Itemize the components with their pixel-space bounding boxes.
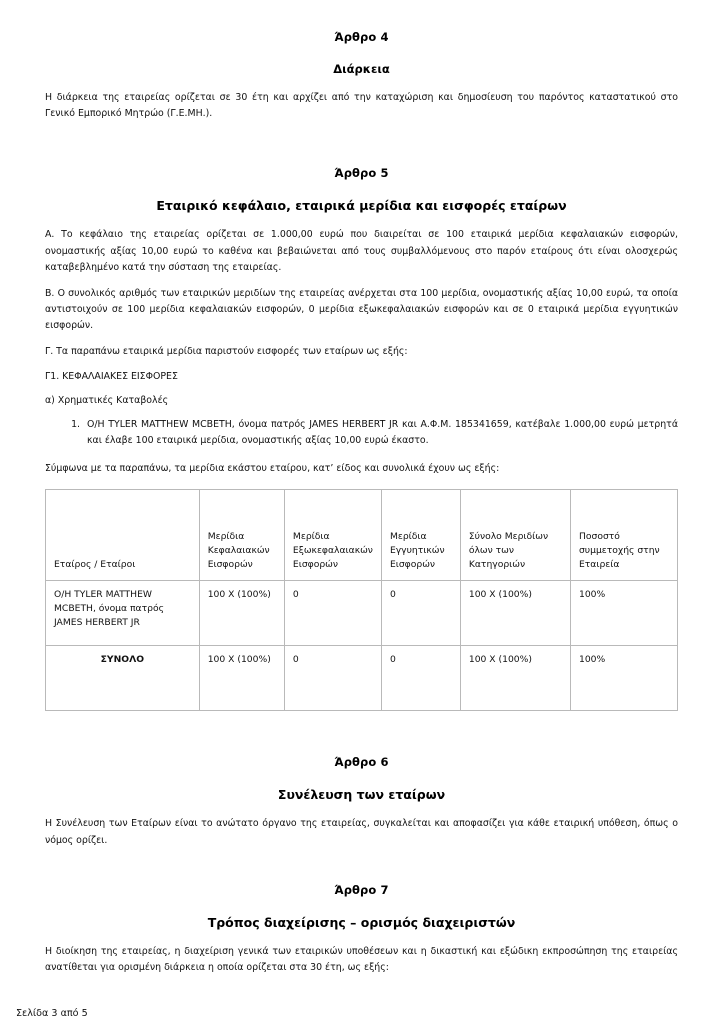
cell-percentage: 100% xyxy=(570,581,677,646)
table-header-total-shares: Σύνολο Μεριδίων όλων των Κατηγοριών xyxy=(460,490,570,581)
article-5-heading: Εταιρικό κεφάλαιο, εταιρικά μερίδια και εισφορές εταίρων xyxy=(156,198,567,214)
cell-total-guarantee: 0 xyxy=(381,646,460,711)
cell-guarantee: 0 xyxy=(381,581,460,646)
table-header-row xyxy=(46,490,678,581)
cell-partner: Ο/Η TYLER MATTHEW MCBETH, όνομα πατρός JAMES HERBERT JR xyxy=(46,581,200,646)
cell-capital: 100 Χ (100%) xyxy=(199,581,284,646)
article-4-heading: Διάρκεια xyxy=(333,62,390,76)
article-5-subheading-c1: Γ1. ΚΕΦΑΛΑΙΑΚΕΣ ΕΙΣΦΟΡΕΣ xyxy=(45,370,178,382)
article-5-paragraph-c: Γ. Τα παραπάνω εταιρικά μερίδια παριστούν εισφορές των εταίρων ως εξής: xyxy=(45,346,408,358)
table-header-capital: Μερίδια Κεφαλαιακών Εισφορών xyxy=(199,490,284,581)
article-7-number: Άρθρο 7 xyxy=(334,882,389,897)
table-row xyxy=(46,581,678,646)
article-6-heading: Συνέλευση των εταίρων xyxy=(277,787,446,803)
page-footer: Σελίδα 3 από 5 xyxy=(16,1008,88,1019)
shares-table-head xyxy=(46,490,678,581)
cell-total-shares-all: 100 Χ (100%) xyxy=(460,646,570,711)
cell-total-shares: 100 Χ (100%) xyxy=(460,581,570,646)
table-total-row xyxy=(46,646,678,711)
shares-table-intro: Σύμφωνα με τα παραπάνω, τα μερίδια εκάστου εταίρου, κατ’ είδος και συνολικά έχουν ως εξής: xyxy=(45,463,500,475)
shares-table-body xyxy=(46,581,678,711)
cell-total-capital: 100 Χ (100%) xyxy=(199,646,284,711)
article-6-number: Άρθρο 6 xyxy=(334,755,389,770)
article-5-paragraph-b: Β. Ο συνολικός αριθμός των εταιρικών μεριδίων της εταιρείας ανέρχεται στα 100 μερίδια, ονομαστικής αξίας 10,00 ευρώ, τα οποία αντιστοιχούν σε 100 μερίδια κεφαλαιακών εισφορών, 0 μερίδια εξωκεφαλαιακών εισφορών και σε 0 εταιρικά μερίδια εγγυητικών εισφορών. xyxy=(45,287,678,332)
table-header-guarantee: Μερίδια Εγγυητικών Εισφορών xyxy=(381,490,460,581)
article-7-heading: Τρόπος διαχείρισης – ορισμός διαχειριστών xyxy=(207,914,516,930)
list-item: 1. Ο/Η TYLER MATTHEW MCBETH, όνομα πατρός JAMES HERBERT JR και Α.Φ.Μ. 185341659, κατέβαλε 1.000,00 ευρώ μετρητά και έλαβε 100 εταιρικά μερίδια, ονομαστικής αξίας 10,00 ευρώ έκαστο. xyxy=(83,417,678,449)
shares-table xyxy=(45,489,678,711)
table-header-percentage: Ποσοστό συμμετοχής στην Εταιρεία xyxy=(570,490,677,581)
cell-total-extracapital: 0 xyxy=(284,646,381,711)
article-7-paragraph-1: Η διοίκηση της εταιρείας, η διαχείριση γενικά των εταιρικών υποθέσεων και η δικαστική και εξώδικη εκπροσώπηση της εταιρείας ανατίθεται για ορισμένη διάρκεια η οποία ορίζεται στα 30 έτη, ως εξής: xyxy=(45,945,678,973)
cell-extracapital: 0 xyxy=(284,581,381,646)
article-5-paragraph-a: Α. Το κεφάλαιο της εταιρείας ορίζεται σε 1.000,00 ευρώ που διαιρείται σε 100 εταιρικά μερίδια κεφαλαιακών εισφορών, ονομαστικής αξίας 10,00 ευρώ το καθένα και βεβαιώνεται από τους συμβαλλόμενους στο παρόν εταίρους ότι είναι ολοσχερώς καταβεβλημένο κατά την σύσταση της εταιρείας. xyxy=(45,229,678,273)
table-header-partner: Εταίρος / Εταίροι xyxy=(46,490,200,581)
article-5-number: Άρθρο 5 xyxy=(334,166,389,181)
capital-contribution-list xyxy=(45,417,678,449)
table-header-extracapital: Μερίδια Εξωκεφαλαιακών Εισφορών xyxy=(284,490,381,581)
article-4-number: Άρθρο 4 xyxy=(334,30,389,44)
article-5-subheading-a: α) Χρηματικές Καταβολές xyxy=(45,394,169,406)
article-4-paragraph-1: Η διάρκεια της εταιρείας ορίζεται σε 30 έτη και αρχίζει από την καταχώριση και δημοσίευση του παρόντος καταστατικού στο Γενικό Εμπορικό Μητρώο (Γ.Ε.ΜΗ.). xyxy=(45,92,678,120)
article-6-paragraph-1: Η Συνέλευση των Εταίρων είναι το ανώτατο όργανο της εταιρείας, συγκαλείται και αποφασίζει για κάθε εταιρική υπόθεση, όπως ο νόμος ορίζει. xyxy=(45,818,678,846)
cell-total-label: ΣΥΝΟΛΟ xyxy=(46,646,200,711)
cell-total-percentage: 100% xyxy=(570,646,677,711)
